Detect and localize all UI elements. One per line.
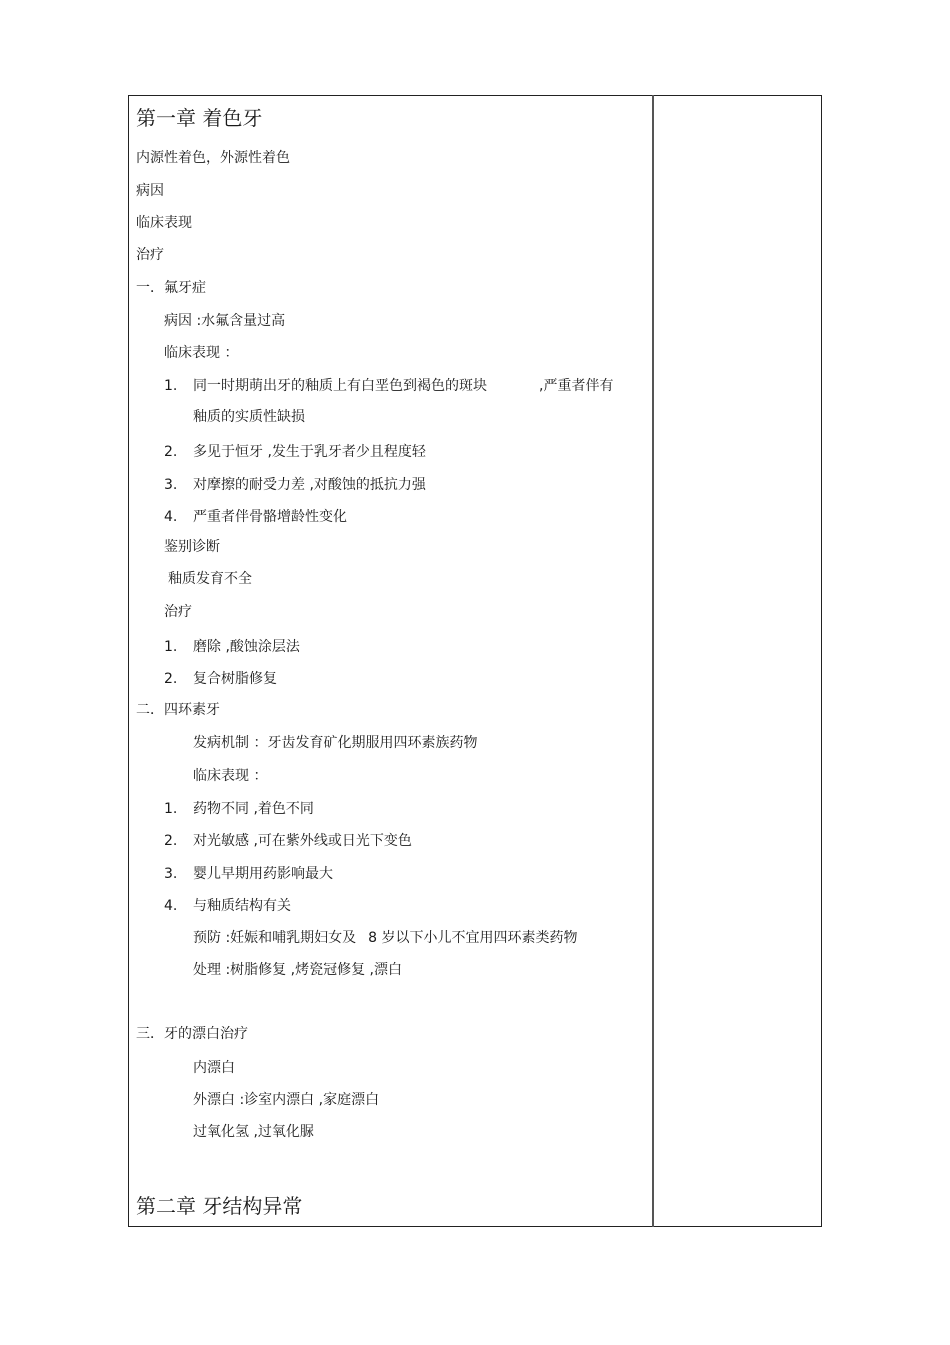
chapter-1-title: 第一章 着色牙: [136, 106, 263, 130]
item-text-tail: ,严重者伴有: [539, 378, 614, 394]
item-number: 1.: [164, 801, 178, 817]
s1-differential-item: 釉质发育不全: [168, 571, 252, 587]
chapter-2-title: 第二章 牙结构异常: [136, 1194, 303, 1218]
list-item: [164, 897, 291, 915]
treatment-heading: 治疗: [136, 247, 164, 263]
clinical-heading: 临床表现: [136, 215, 192, 231]
item-number: 2.: [164, 444, 178, 460]
s2-mechanism: 发病机制 ：牙齿发育矿化期服用四环素族药物: [193, 735, 478, 751]
item-text: 药物不同 ,着色不同: [193, 801, 314, 817]
item-text: 复合树脂修复: [193, 671, 277, 687]
list-item: [164, 476, 426, 494]
item-text: 磨除 ,酸蚀涂层法: [193, 639, 300, 655]
item-text: 严重者伴骨骼增龄性变化: [193, 509, 347, 525]
list-item: [164, 508, 347, 526]
section-2-title: 二．四环素牙: [136, 702, 220, 718]
s3-external: 外漂白 :诊室内漂白 ,家庭漂白: [193, 1092, 380, 1108]
item-number: 2.: [164, 671, 178, 687]
intro-line: 内源性着色，外源性着色: [136, 150, 290, 166]
s3-agents: 过氧化氢 ,过氧化脲: [193, 1124, 314, 1140]
list-item: [164, 865, 333, 883]
notes-table: [128, 95, 822, 1227]
item-text: 婴儿早期用药影响最大: [193, 866, 333, 882]
item-text: 多见于恒牙 ,发生于乳牙者少且程度轻: [193, 444, 426, 460]
column-divider: [652, 95, 654, 1227]
list-item: [164, 638, 300, 656]
list-item: [164, 377, 613, 395]
prevention-text: 预防 :妊娠和哺乳期妇女及: [193, 930, 357, 946]
item-number: 1.: [164, 378, 178, 394]
item-number: 2.: [164, 833, 178, 849]
item-text: 对摩擦的耐受力差 ,对酸蚀的抵抗力强: [193, 477, 426, 493]
s1-differential-heading: 鉴别诊断: [164, 539, 220, 555]
etiology-heading: 病因: [136, 183, 164, 199]
item-number: 4.: [164, 898, 178, 914]
item-text: 同一时期萌出牙的釉质上有白垩色到褐色的斑块: [193, 378, 487, 394]
section-3-title: 三．牙的漂白治疗: [136, 1026, 248, 1042]
s3-internal: 内漂白: [193, 1060, 235, 1076]
item-number: 4.: [164, 509, 178, 525]
item-number: 3.: [164, 866, 178, 882]
s2-clinical-heading: 临床表现 ：: [193, 768, 268, 784]
section-1-title: 一．氟牙症: [136, 280, 206, 296]
list-item: [164, 832, 412, 850]
item-number: 3.: [164, 477, 178, 493]
s1-treatment-heading: 治疗: [164, 604, 192, 620]
list-item: [164, 443, 426, 461]
prevention-text-tail: 8 岁以下小儿不宜用四环素类药物: [368, 930, 578, 946]
list-item-continuation: 釉质的实质性缺损: [193, 409, 305, 425]
s1-etiology: 病因 :水氟含量过高: [164, 313, 286, 329]
list-item: [164, 800, 314, 818]
item-text: 对光敏感 ,可在紫外线或日光下变色: [193, 833, 412, 849]
s1-clinical-heading: 临床表现 ：: [164, 345, 239, 361]
item-number: 1.: [164, 639, 178, 655]
s2-prevention: [193, 929, 578, 947]
item-text: 与釉质结构有关: [193, 898, 291, 914]
list-item: [164, 670, 277, 688]
s2-management: 处理 :树脂修复 ,烤瓷冠修复 ,漂白: [193, 962, 402, 978]
